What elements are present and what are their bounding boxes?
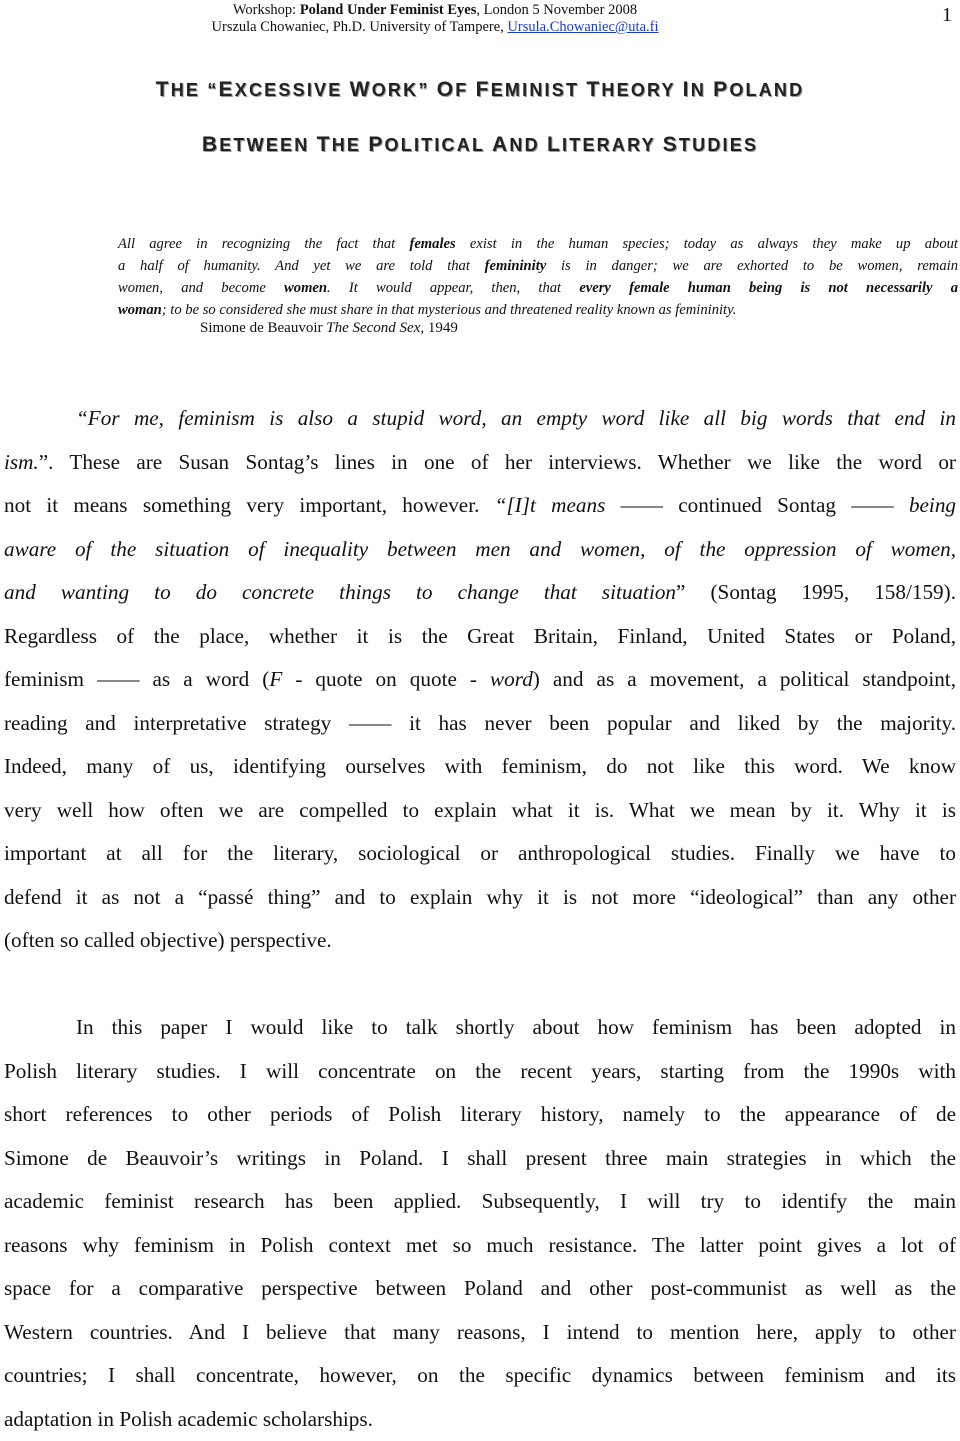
italic-emphasis: ism. xyxy=(4,450,39,474)
header-text xyxy=(0,2,870,36)
text-line: women, and become women. It would appear, then, that every female human being is not necessarily a xyxy=(118,277,958,299)
text-line: Regardless of the place, whether it is the Great Britain, Finland, United States or Poland, xyxy=(4,615,956,659)
header-workshop-label: Workshop: xyxy=(233,2,300,18)
italic-emphasis: being xyxy=(909,493,956,517)
page-header xyxy=(0,0,960,40)
text-line: not it means something very important, however. “[I]t means —— continued Sontag —— being xyxy=(4,484,956,528)
text-line: reasons why feminism in Polish context met so much resistance. The latter point gives a lot of xyxy=(4,1224,956,1268)
text-line: defend it as not a “passé thing” and to explain why it is not more “ideological” than any other xyxy=(4,876,956,920)
bold-emphasis: woman xyxy=(118,302,162,318)
author-email-link[interactable]: Ursula.Chowaniec@uta.fi xyxy=(507,19,658,35)
header-workshop-place-date: , London 5 November 2008 xyxy=(476,2,637,18)
italic-emphasis: aware of the situation of inequality between men and women, of the oppression of women, xyxy=(4,537,956,561)
text-line: important at all for the literary, sociological or anthropological studies. Finally we have to xyxy=(4,832,956,876)
text-line: space for a comparative perspective between Poland and other post-communist as well as the xyxy=(4,1267,956,1311)
text-line: Polish literary studies. I will concentrate on the recent years, starting from the 1990s with xyxy=(4,1050,956,1094)
text-line: short references to other periods of Polish literary history, namely to the appearance of de xyxy=(4,1093,956,1137)
text-line: Western countries. And I believe that many reasons, I intend to mention here, apply to other xyxy=(4,1311,956,1355)
text-line: (often so called objective) perspective. xyxy=(4,919,956,963)
text-line: and wanting to do concrete things to change that situation” (Sontag 1995, 158/159). xyxy=(4,571,956,615)
text-line: reading and interpretative strategy —— it has never been popular and liked by the majority. xyxy=(4,702,956,746)
header-line-2 xyxy=(0,19,870,36)
text-line: Indeed, many of us, identifying ourselves with feminism, do not like this word. We know xyxy=(4,745,956,789)
epigraph-attribution xyxy=(200,320,458,337)
page-number: 1 xyxy=(942,4,952,27)
italic-emphasis: “For me, feminism is also a stupid word, an empty word like all big words that end in xyxy=(76,406,956,430)
title-line-2: BETWEEN THE POLITICAL AND LITERARY STUDIES xyxy=(0,133,960,157)
text-line: very well how often we are compelled to explain what it is. What we mean by it. Why it is xyxy=(4,789,956,833)
header-author: Urszula Chowaniec, Ph.D. University of Tampere, xyxy=(212,19,508,35)
text-line: a half of humanity. And yet we are told that femininity is in danger; we are exhorted to be women, remain xyxy=(118,255,958,277)
text-line: adaptation in Polish academic scholarships. xyxy=(4,1398,956,1441)
attribution-author: Simone de Beauvoir xyxy=(200,320,326,336)
body-paragraph-2 xyxy=(4,1006,956,1441)
text-line xyxy=(4,528,956,572)
text-line: Simone de Beauvoir’s writings in Poland. I shall present three main strategies in which the xyxy=(4,1137,956,1181)
text-line: All agree in recognizing the fact that females exist in the human species; today as always they make up about xyxy=(118,233,958,255)
bold-emphasis: femininity xyxy=(485,258,547,274)
text-line: ism.”. These are Susan Sontag’s lines in one of her interviews. Whether we like the word or xyxy=(4,441,956,485)
text-line: academic feminist research has been applied. Subsequently, I will try to identify the main xyxy=(4,1180,956,1224)
attribution-work: The Second Sex xyxy=(326,320,420,336)
attribution-year: , 1949 xyxy=(420,320,458,336)
header-workshop-title: Poland Under Feminist Eyes xyxy=(300,2,477,18)
text-line xyxy=(4,397,956,441)
text-line: countries; I shall concentrate, however, on the specific dynamics between feminism and its xyxy=(4,1354,956,1398)
header-line-1 xyxy=(0,2,870,19)
italic-emphasis: word xyxy=(490,667,533,691)
epigraph-quote xyxy=(118,233,958,321)
italic-emphasis: and wanting to do concrete things to change that situation xyxy=(4,580,676,604)
text-line: In this paper I would like to talk shortly about how feminism has been adopted in xyxy=(4,1006,956,1050)
italic-emphasis: “[I]t means xyxy=(495,493,606,517)
text-line: woman; to be so considered she must share in that mysterious and threatened reality known as femininity. xyxy=(118,299,958,321)
text-line: feminism —— as a word (F - quote on quote - word) and as a movement, a political standpoint, xyxy=(4,658,956,702)
italic-emphasis: F xyxy=(269,667,282,691)
title-line-1: THE “EXCESSIVE WORK” OF FEMINIST THEORY IN POLAND xyxy=(0,78,960,102)
bold-emphasis: females xyxy=(409,236,455,252)
bold-emphasis: women xyxy=(284,280,327,296)
bold-emphasis: every female human being is not necessarily a xyxy=(579,280,958,296)
body-paragraph-1 xyxy=(4,397,956,963)
